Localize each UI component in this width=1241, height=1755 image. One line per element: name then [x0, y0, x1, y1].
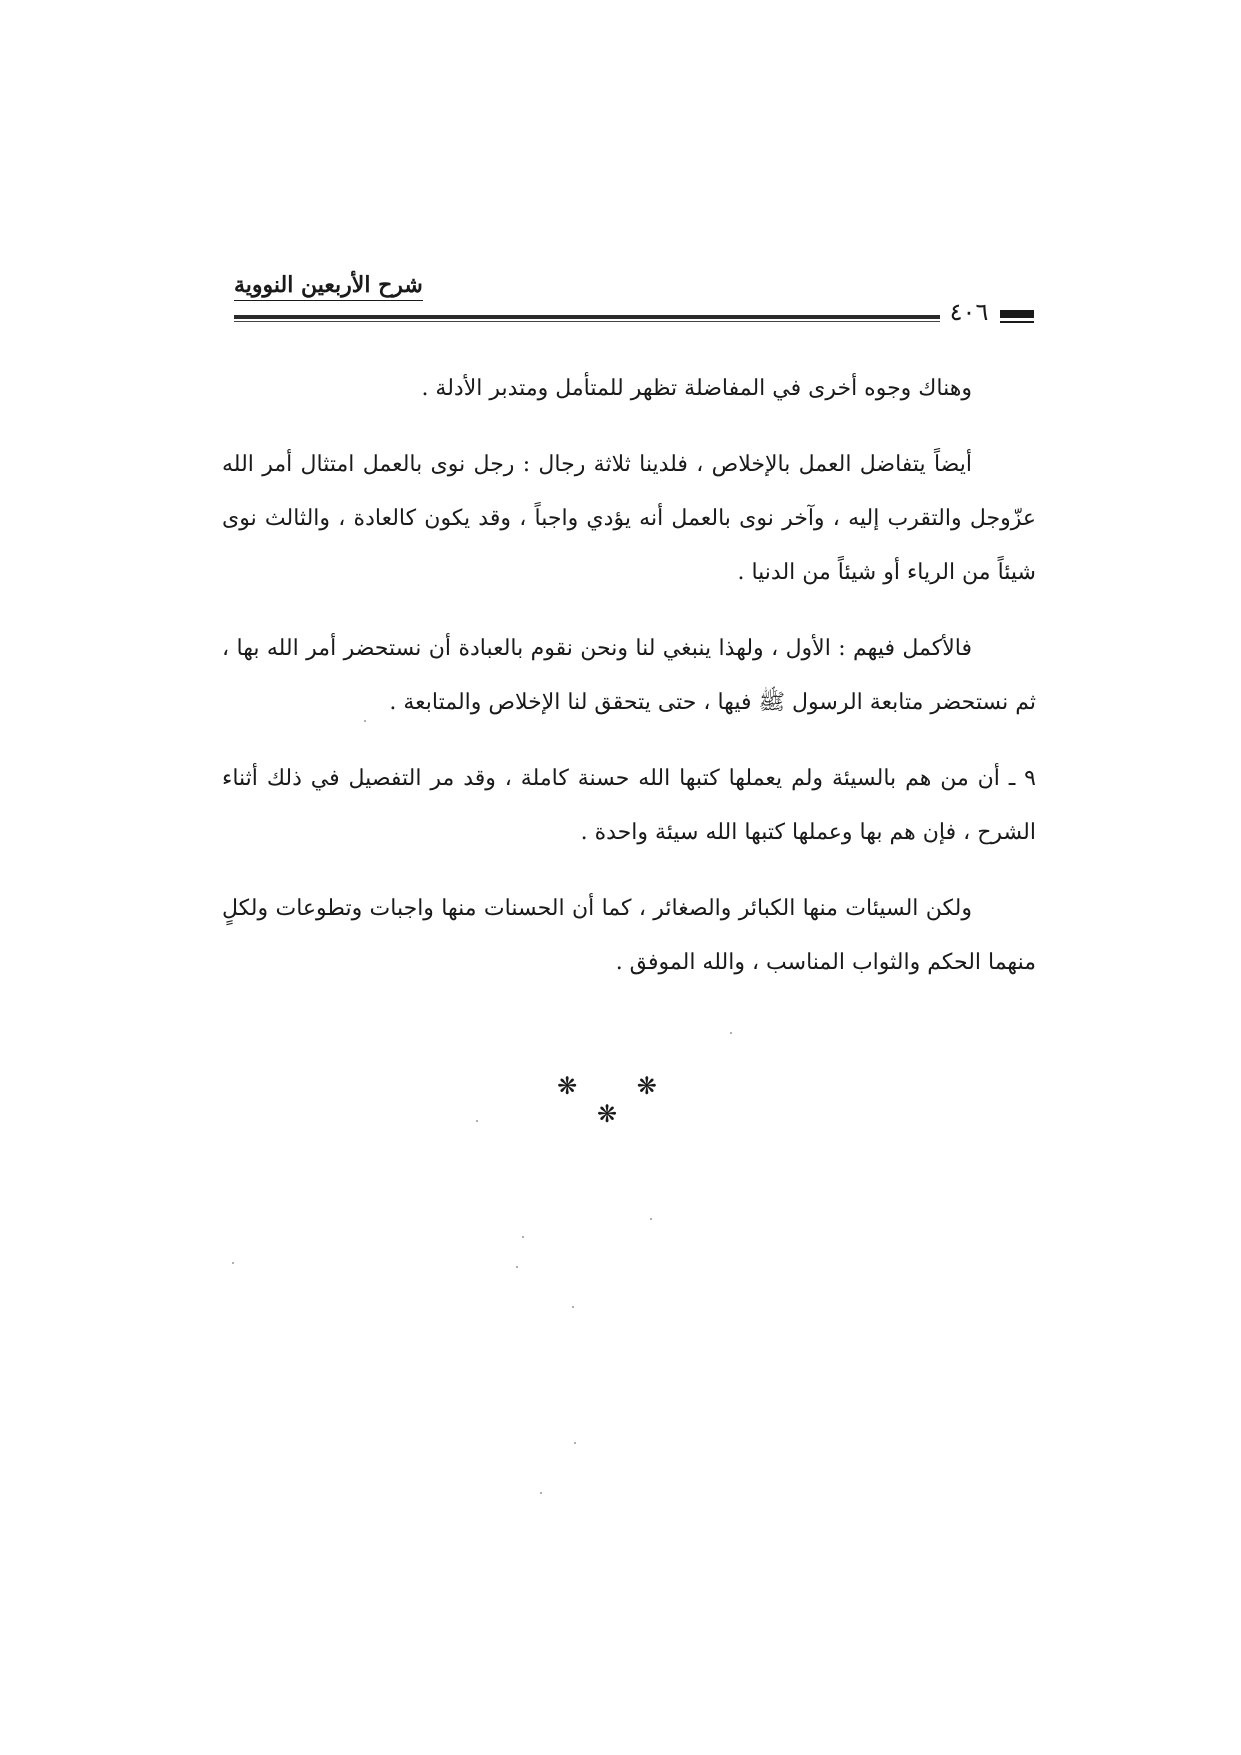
header-end-bar	[1000, 310, 1034, 318]
header-rule	[234, 315, 940, 319]
section-separator: ❋ ❋ ❋	[557, 1072, 683, 1128]
page-number: ٤٠٦	[949, 298, 989, 326]
paragraph-2: أيضاً يتفاضل العمل بالإخلاص ، فلدينا ثلاثة رجال : رجل نوى بالعمل امتثال أمر الله عزّوجل والتقرب إليه ، وآخر نوى بالعمل أنه يؤدي واجباً ، وقد يكون كالعادة ، والثالث نوى شيئاً من الرياء أو شيئاً من الدنيا .	[222, 452, 1036, 585]
paragraph-4: ٩ ـ أن من هم بالسيئة ولم يعملها كتبها الله حسنة كاملة ، وقد مر التفصيل في ذلك أثناء الشرح ، فإن هم بها وعملها كتبها الله سيئة واحدة .	[222, 766, 1036, 845]
paragraph-3: فالأكمل فيهم : الأول ، ولهذا ينبغي لنا ونحن نقوم بالعبادة أن نستحضر أمر الله بها ، ثم نستحضر متابعة الرسول ﷺ فيها ، حتى يتحقق لنا الإخلاص والمتابعة .	[222, 636, 1036, 715]
header-rule-thin	[234, 321, 940, 322]
body-text	[222, 362, 1036, 1012]
paragraph-1: وهناك وجوه أخرى في المفاضلة تظهر للمتأمل ومتدبر الأدلة .	[421, 376, 972, 401]
running-title: شرح الأربعين النووية	[234, 272, 423, 301]
page-header	[234, 272, 1034, 332]
header-end-bar-thin	[1000, 321, 1034, 323]
paragraph-5: ولكن السيئات منها الكبائر والصغائر ، كما أن الحسنات منها واجبات وتطوعات ولكلٍ منهما الحكم والثواب المناسب ، والله الموفق .	[222, 896, 1036, 975]
